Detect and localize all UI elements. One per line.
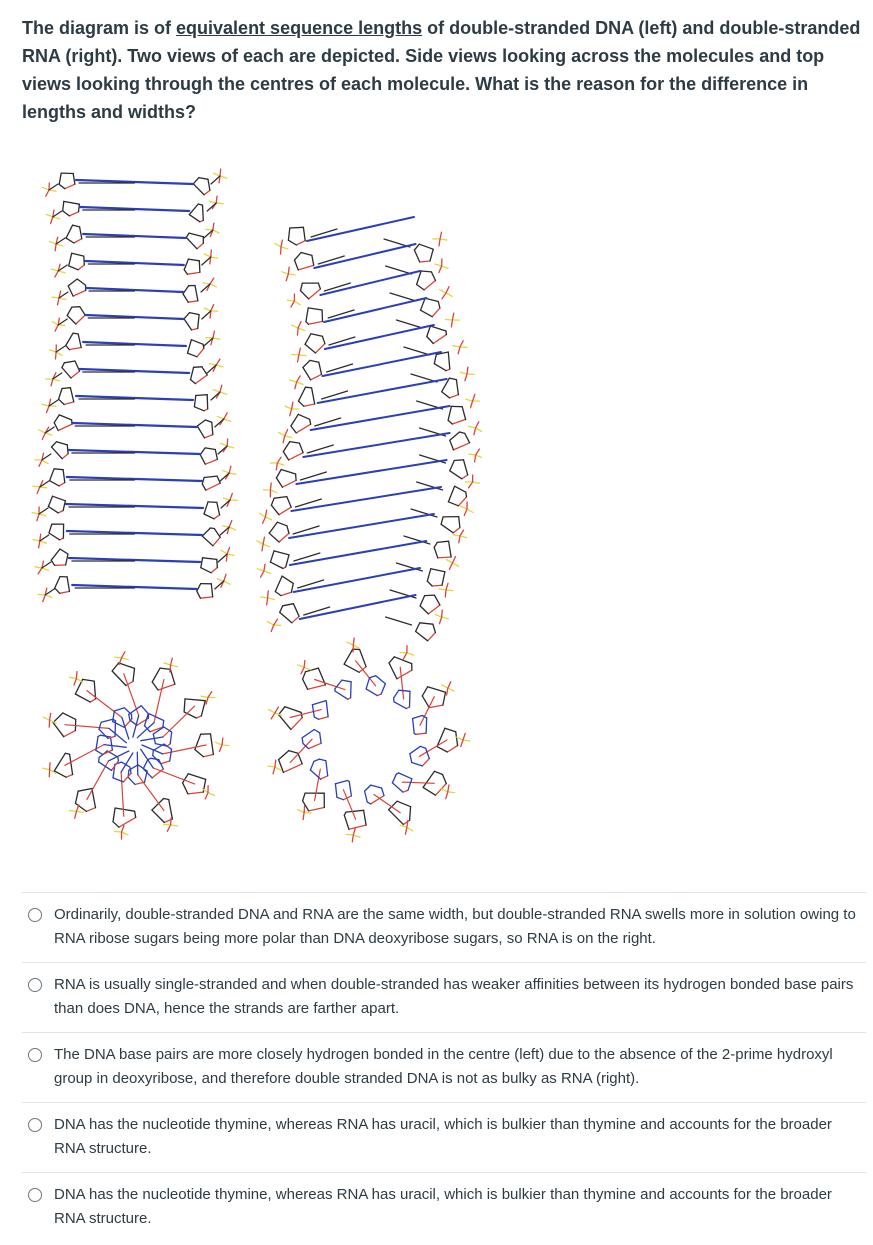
question-link[interactable]: equivalent sequence lengths xyxy=(176,18,423,38)
dna-side-view xyxy=(32,169,237,602)
radio-button[interactable] xyxy=(28,1118,42,1132)
answer-option-4[interactable] xyxy=(22,1102,866,1172)
rna-side-view xyxy=(257,217,482,641)
molecular-structure-figure xyxy=(22,150,482,870)
radio-button[interactable] xyxy=(28,1188,42,1202)
answer-text: DNA has the nucleotide thymine, whereas RNA has uracil, which is bulkier than thymine and accounts for the broader RNA structure. xyxy=(54,1116,832,1157)
answer-list xyxy=(22,892,866,1242)
question-suffix: of double-stranded DNA (left) and double-stranded RNA (right). Two views of each are depicted. Side views looking across the molecules and top views looking through the centres of each molecule. What is the reason for the difference in lengths and widths? xyxy=(22,18,861,122)
answer-option-2[interactable] xyxy=(22,962,866,1032)
answer-text: RNA is usually single-stranded and when double-stranded has weaker affinities between its hydrogen bonded base pairs than does DNA, hence the strands are farther apart. xyxy=(54,976,854,1017)
answer-text: The DNA base pairs are more closely hydrogen bonded in the centre (left) due to the absence of the 2-prime hydroxyl group in deoxyribose, and therefore double stranded DNA is not as bulky as RNA (right). xyxy=(54,1046,833,1087)
answer-option-3[interactable] xyxy=(22,1032,866,1102)
answer-text: Ordinarily, double-stranded DNA and RNA are the same width, but double-stranded RNA swells more in solution owing to RNA ribose sugars being more polar than DNA deoxyribose sugars, so RNA is on the right. xyxy=(54,906,856,947)
rna-top-view xyxy=(268,638,470,842)
radio-button[interactable] xyxy=(28,1048,42,1062)
dna-top-view xyxy=(43,652,229,839)
radio-button[interactable] xyxy=(28,978,42,992)
radio-button[interactable] xyxy=(28,908,42,922)
question-text xyxy=(22,14,862,126)
answer-text: DNA has the nucleotide thymine, whereas RNA has uracil, which is bulkier than thymine and accounts for the broader RNA structure. xyxy=(54,1186,832,1227)
question-prefix: The diagram is of xyxy=(22,18,177,38)
answer-option-5[interactable] xyxy=(22,1172,866,1242)
answer-option-1[interactable] xyxy=(22,892,866,962)
molecule-diagram xyxy=(22,150,482,870)
